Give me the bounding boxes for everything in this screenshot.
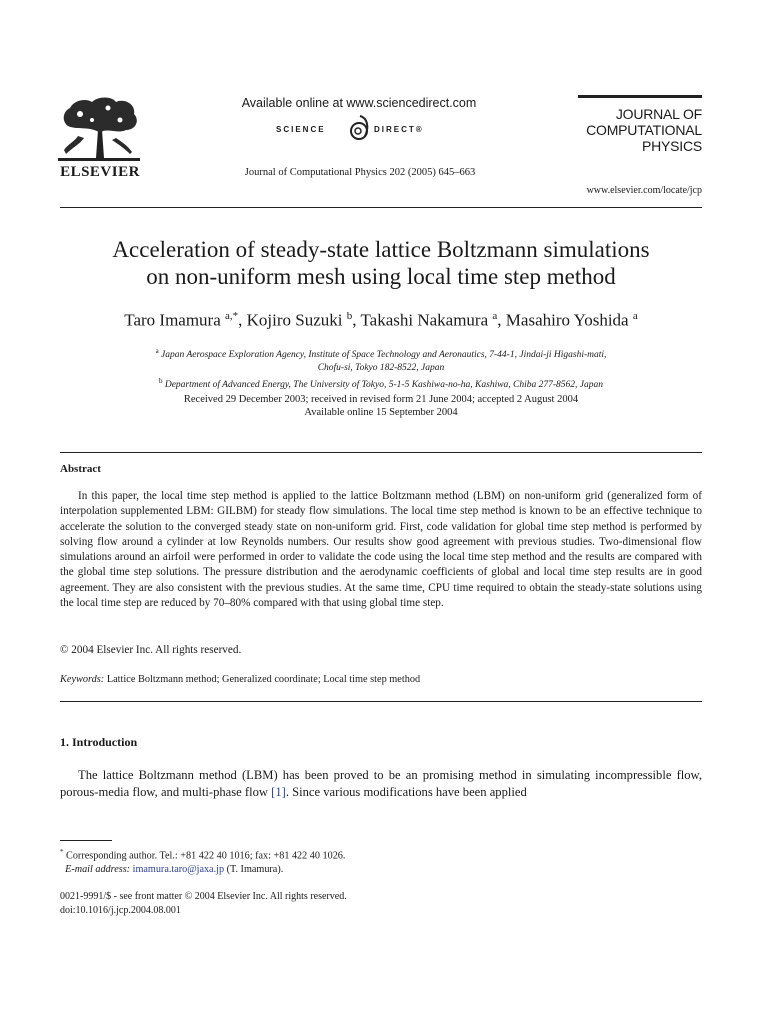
corresponding-author-text: Corresponding author. Tel.: +81 422 40 1016; fax: +81 422 40 1026. [66, 850, 346, 862]
title-line: Acceleration of steady-state lattice Boltzmann simulations [112, 237, 650, 262]
corresponding-author-note [60, 845, 702, 863]
author-affiliation-mark[interactable]: a [492, 310, 498, 322]
available-online-banner[interactable]: Available online at www.sciencedirect.com [241, 96, 477, 110]
affiliation-text: Department of Advanced Energy, The University of Tokyo, 5-1-5 Kashiwa-no-ha, Kashiwa, Chiba 277-8562, Japan [164, 380, 604, 391]
journal-name [560, 106, 702, 154]
section-heading-introduction: 1. Introduction [60, 735, 138, 749]
author-name: Masahiro Yoshida [505, 310, 629, 330]
affiliation-text: Chofu-si, Tokyo 182-8522, Japan [317, 363, 445, 374]
affiliation-mark: b [158, 377, 163, 386]
issn-doi [60, 890, 347, 918]
journal-citation: Journal of Computational Physics 202 (2005) 645–663 [244, 167, 476, 178]
abstract-heading: Abstract [60, 463, 101, 475]
intro-text: . Since various modifications have been applied [285, 784, 527, 799]
keywords-list: Lattice Boltzmann method; Generalized coordinate; Local time step method [106, 674, 421, 685]
header-divider [60, 207, 702, 208]
intro-text: The lattice Boltzmann method (LBM) has been proved to be an promising method in simulating incompressible flow, porous-media flow, and multi-phase flow [60, 768, 702, 799]
footnote-rule [60, 840, 112, 841]
author-name: Takashi Nakamura [360, 310, 489, 330]
author-affiliation-mark[interactable]: a,* [225, 310, 239, 322]
affiliation-a [60, 345, 702, 362]
sd-left-text: SCIENCE [276, 125, 326, 134]
affiliation-b [60, 375, 702, 392]
affiliation-mark: a [155, 347, 159, 355]
email-suffix: (T. Imamura). [226, 864, 284, 876]
affiliation-text: Japan Aerospace Exploration Agency, Institute of Space Technology and Aeronautics, 7-44-1, Jindai-ji Higashi-mati, [161, 350, 607, 361]
affiliations [60, 345, 702, 392]
journal-name-line: COMPUTATIONAL [586, 122, 702, 138]
footnotes [60, 845, 702, 877]
copyright-notice: © 2004 Elsevier Inc. All rights reserved. [60, 644, 242, 656]
author-name: Taro Imamura [124, 310, 221, 330]
footnote-mark: * [60, 848, 64, 856]
abstract-body: In this paper, the local time step method is applied to the lattice Boltzmann method (LBM) on non-uniform grid (generalized form of interpolation supplemented LBM: GILBM) for steady flow simulations. The local time step method is known to be an effective technique to accelerate the solution to the converged steady state on non-uniform grid. First, code validation for global time step method is performed by solving flow around a cylinder at low Reynolds numbers. Our results show good agreement with previous studies. Two-dimensional flow simulations around an airfoil were performed in order to validate the code using the local time step method and the results are compared with the global time step solutions. The pressure distribution and the aerodynamic coefficients of global and local time step results are in good agreement. They are also consistent with the previous studies. At the same time, CPU time required to obtain the steady-state solutions using the local time step are reduced by 70–80% compared with that using global time step. [60, 490, 702, 610]
author-affiliation-mark[interactable]: a [632, 310, 638, 322]
article-title [60, 236, 702, 290]
abstract-top-rule [60, 452, 702, 453]
sciencedirect-logo [276, 114, 452, 144]
elsevier-tree-logo [58, 96, 140, 162]
issn-line: 0021-9991/$ - see front matter © 2004 Elsevier Inc. All rights reserved. [60, 891, 347, 902]
article-history [60, 393, 702, 419]
publisher-logo-text: ELSEVIER [60, 164, 140, 180]
citation-link[interactable]: [1] [271, 784, 286, 799]
available-online-date: Available online 15 September 2004 [304, 407, 458, 418]
keywords [60, 674, 420, 685]
title-line: on non-uniform mesh using local time step method [146, 264, 616, 289]
author-affiliation-mark[interactable]: b [346, 310, 353, 322]
abstract-bottom-rule [60, 701, 702, 702]
doi-line[interactable]: doi:10.1016/j.jcp.2004.08.001 [60, 905, 181, 916]
sciencedirect-d-icon [346, 114, 372, 142]
email-label: E-mail address: [65, 864, 131, 876]
journal-name-line: PHYSICS [641, 138, 702, 154]
received-dates: Received 29 December 2003; received in revised form 21 June 2004; accepted 2 August 2004 [183, 394, 579, 405]
email-note [60, 863, 702, 877]
keywords-label: Keywords: [60, 674, 105, 685]
email-link[interactable]: imamura.taro@jaxa.jp [132, 864, 225, 876]
introduction-paragraph [60, 767, 702, 800]
journal-name-line: JOURNAL OF [615, 106, 702, 122]
sd-right-text: DIRECT® [374, 125, 424, 134]
author-list: Taro Imamura $^{a,*}$, Kojiro Suzuki $^b$, Takashi Nakamura $^a$, Masahiro Yoshida $^a$ [124, 310, 638, 330]
journal-url-link[interactable]: www.elsevier.com/locate/jcp [586, 185, 702, 196]
journal-title-rule [578, 95, 702, 98]
author-name: Kojiro Suzuki [246, 310, 343, 330]
